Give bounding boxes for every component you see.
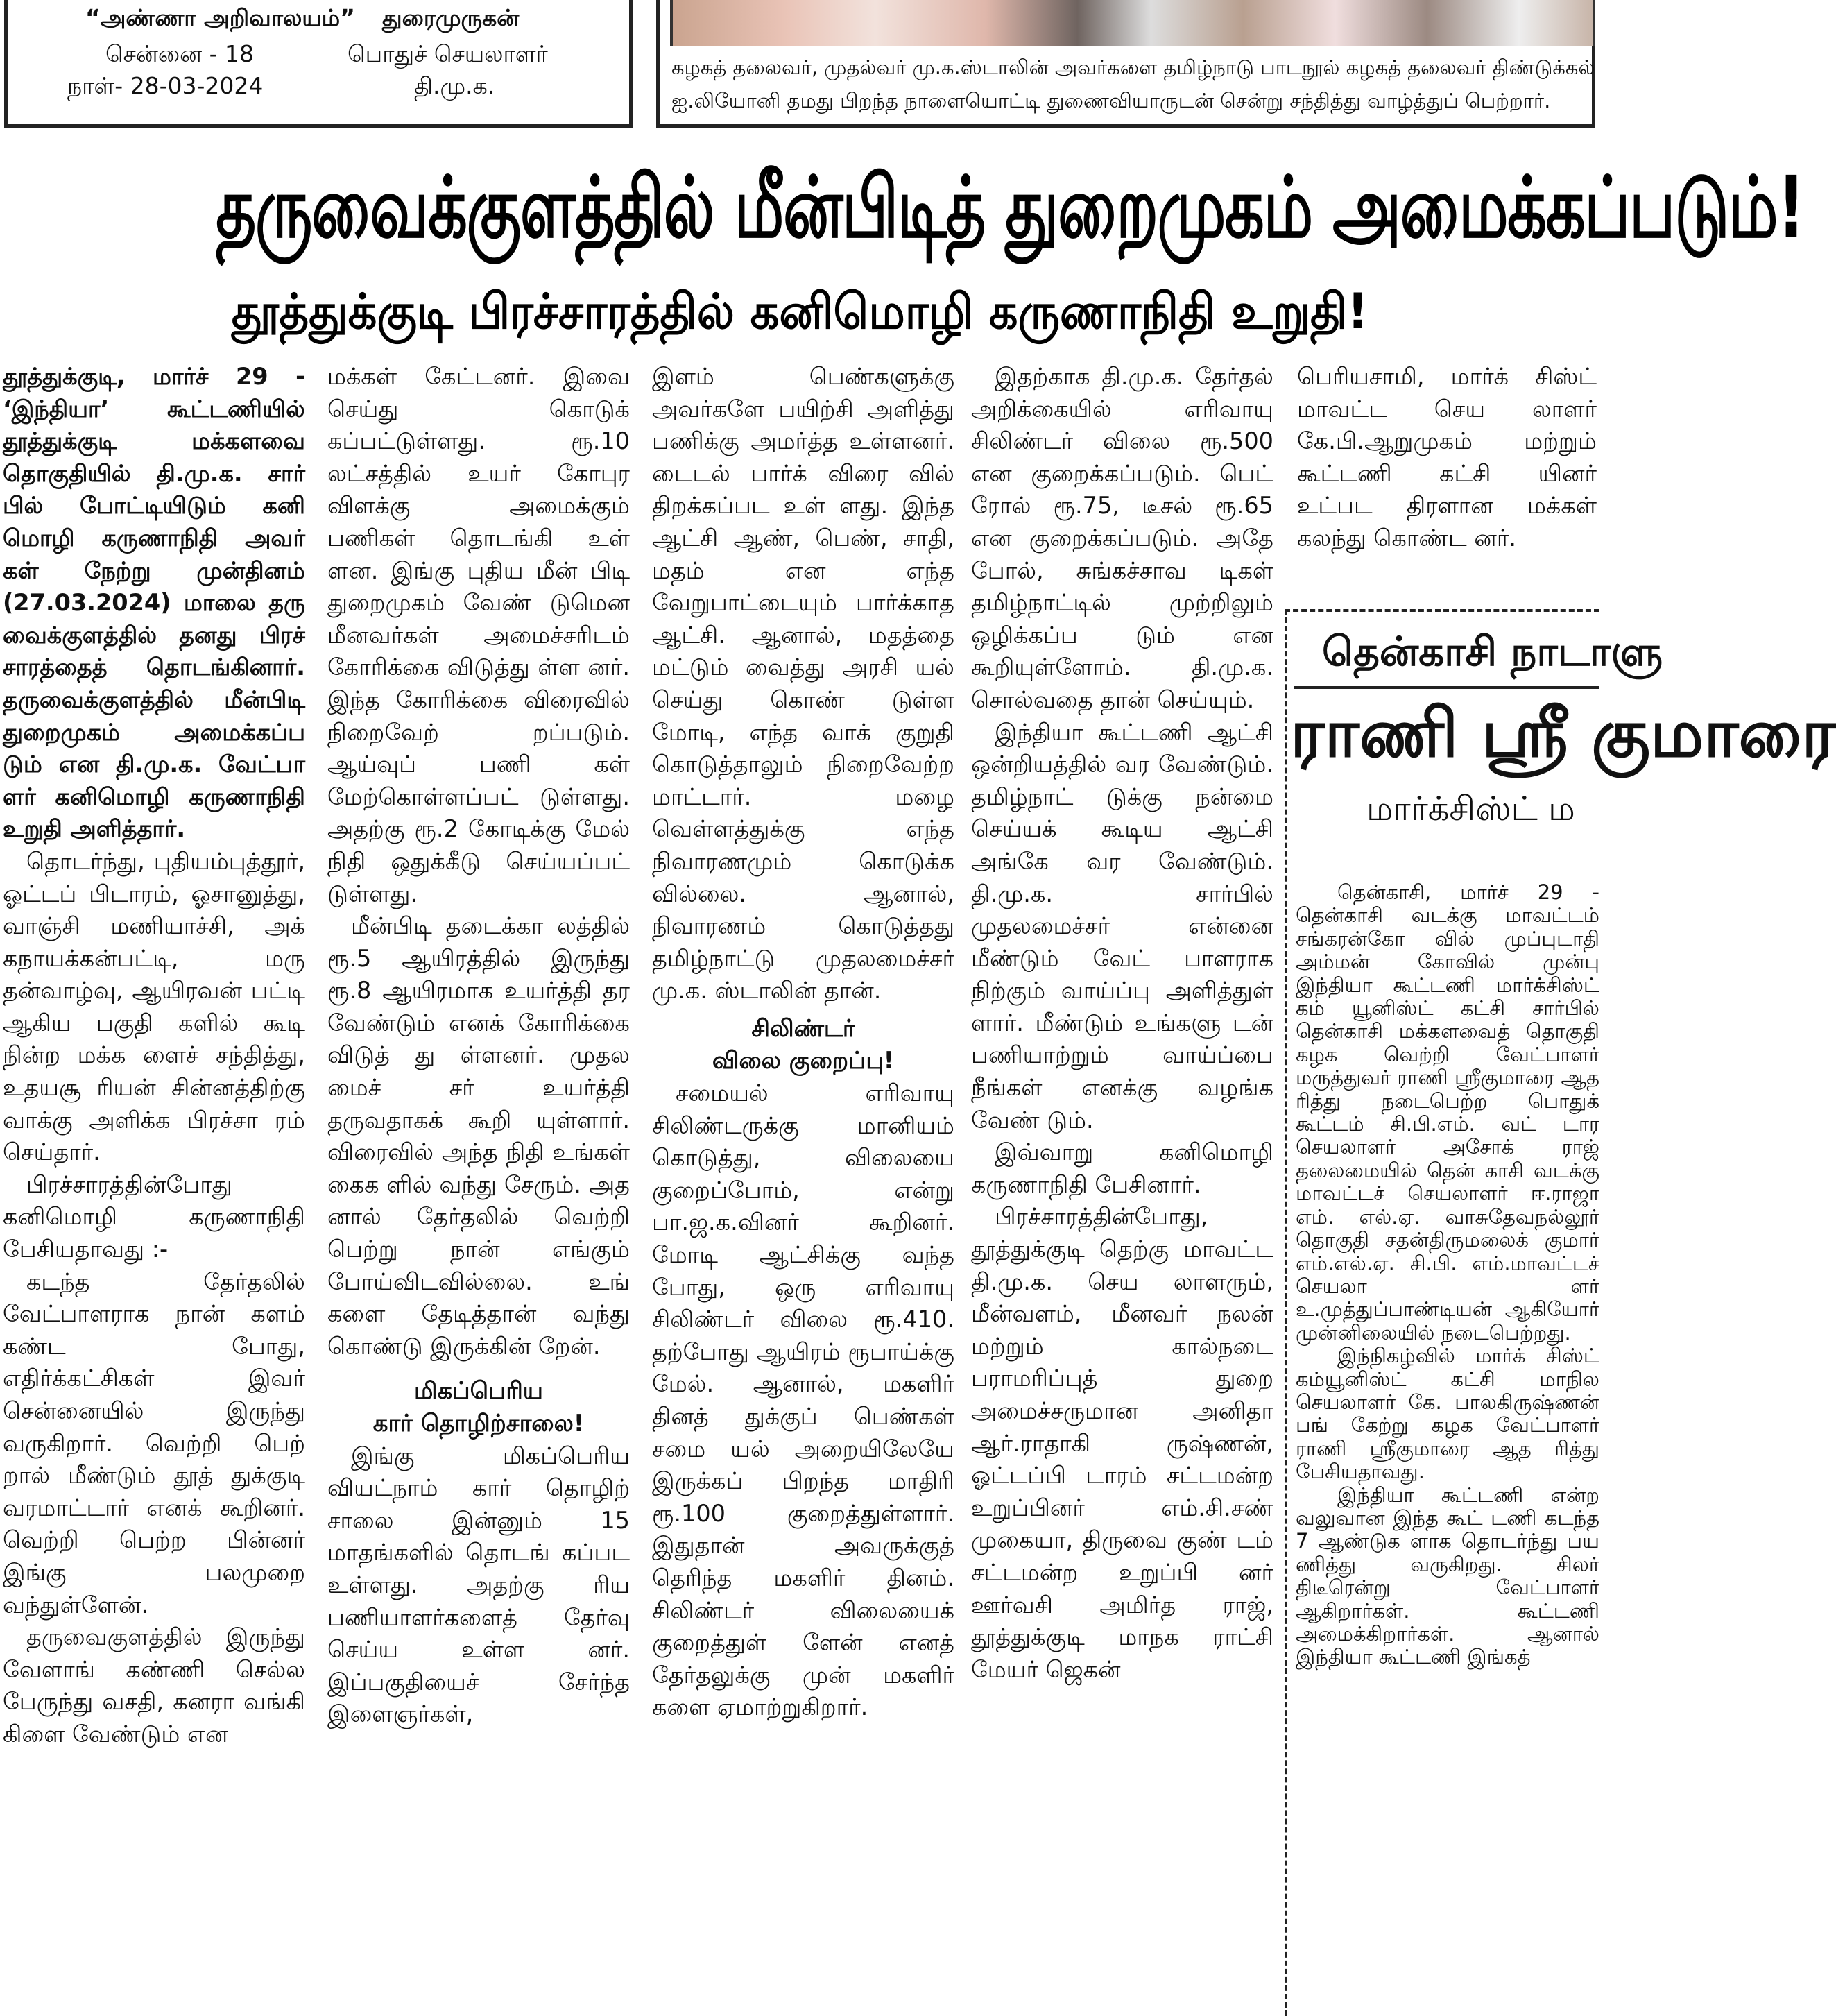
sidebar-kicker: தென்காசி நாடாளு (1322, 628, 1663, 675)
sidebar-subheadline: மார்க்சிஸ்ட் ம (1366, 789, 1575, 828)
main-headline: தருவைக்குளத்தில் மீன்பிடித் துறைமுகம் அமைக்கப்படும்! (216, 158, 1805, 257)
article-paragraph: பெரியசாமி, மார்க் சிஸ்ட் மாவட்ட செய லாளர் கே.பி.ஆறுமுகம் மற்றும் கூட்டணி கட்சி யினர் உட்பட திரளான மக்கள் கலந்து கொண்ட னர். (1297, 363, 1597, 552)
article-paragraph: இதற்காக தி.மு.க. தேர்தல் அறிக்கையில் எரிவாயு சிலிண்டர் விலை ரூ.500 என குறைக்கப்படும். பெட் ரோல் ரூ.75, டீசல் ரூ.65 என குறைக்கப்படும். அதே போல், சுங்கச்சாவ டிகள் தமிழ்நாட்டில் முற்றிலும் ஒழிக்கப்ப டும் என கூறியுள்ளோம். தி.மு.க. சொல்வதை தான் செய்யும். (971, 363, 1273, 713)
article-paragraph: கடந்த தேர்தலில் வேட்பாளராக நான் களம் கண்ட போது, எதிர்க்கட்சிகள் இவர் சென்னையில் இருந்து வருகிறார். வெற்றி பெற் றால் மீண்டும் தூத் துக்குடி வரமாட்டார் எனக் கூறினர். வெற்றி பெற்ற பின்னர் இங்கு பலமுறை வந்துள்ளேன். (3, 1267, 305, 1618)
notice-name: துரைமுருகன் (382, 4, 520, 31)
article-paragraph: தருவைகுளத்தில் இருந்து வேளாங் கண்ணி செல்ல பேருந்து வசதி, கனரா வங்கி கிளை வேண்டும் என (3, 1623, 305, 1748)
article-column-1 (3, 361, 305, 1751)
notice-box (4, 0, 633, 128)
sidebar-headline: ராணி ஸ்ரீ குமாரை (1290, 694, 1836, 772)
article-paragraph: இந்தியா கூட்டணி ஆட்சி ஒன்றியத்தில் வர வேண்டும். தமிழ்நாட் டுக்கு நன்மை செய்யக் கூடிய ஆட்சி அங்கே வர வேண்டும். தி.மு.க. சார்பில் முதலமைச்சர் என்னை மீண்டும் வேட் பாளராக நிற்கும் வாய்ப்பு அளித்துள் ளார். மீண்டும் உங்களு டன் பணியாற்றும் வாய்ப்பை நீங்கள் எனக்கு வழங்க வேண் டும். (971, 718, 1273, 1134)
article-paragraph: பிரச்சாரத்தின்போது கனிமொழி கருணாநிதி பேசியதாவது :- (3, 1170, 305, 1263)
article-column-2 (327, 361, 630, 1731)
photo-caption-line2: ஐ.லியோனி தமது பிறந்த நாளையொட்டி துணைவியாருடன் சென்று சந்தித்து வாழ்த்துப் பெற்றார். (671, 89, 1551, 112)
article-column-4 (971, 361, 1273, 1686)
article-paragraph: இளம் பெண்களுக்கு அவர்களே பயிற்சி அளித்து பணிக்கு அமர்த்த உள்ளனர். டைடல் பார்க் விரை வில் திறக்கப்பட உள் ளது. இந்த ஆட்சி ஆண், பெண், சாதி, மதம் என எந்த வேறுபாட்டையும் பார்க்காத ஆட்சி. ஆனால், மதத்தை மட்டும் வைத்து அரசி யல் செய்து கொண் டுள்ள மோடி, எந்த வாக் குறுதி கொடுத்தாலும் நிறைவேற்ற மாட்டார். மழை வெள்ளத்துக்கு எந்த நிவாரணமும் கொடுக்க வில்லை. ஆனால், நிவாரணம் கொடுத்தது தமிழ்நாட்டு முதலமைச்சர் மு.க. ஸ்டாலின் தான். (652, 363, 954, 1005)
article-lead: தூத்துக்குடி, மார்ச் 29 - ‘இந்தியா’ கூட்டணியில் தூத்துக்குடி மக்களவை தொகுதியில் தி.மு.க. சார் பில் போட்டியிடும் கனி மொழி கருணாநிதி அவர் கள் நேற்று முன்தினம் (27.03.2024) மாலை தரு வைக்குளத்தில் தனது பிரச் சாரத்தைத் தொடங்கினார். தருவைக்குளத்தில் மீன்பிடி துறைமுகம் அமைக்கப்ப டும் என தி.மு.க. வேட்பா ளர் கனிமொழி கருணாநிதி உறுதி அளித்தார். (3, 363, 305, 843)
sidebar-paragraph: தென்காசி, மார்ச் 29 - தென்காசி வடக்கு மாவட்டம் சங்கரன்கோ வில் முப்புடாதி அம்மன் கோவில் முன்பு இந்தியா கூட்டணி மார்க்சிஸ்ட் கம் யூனிஸ்ட் கட்சி சார்பில் தென்காசி மக்களவைத் தொகுதி கழக வெற்றி வேட்பாளர் மருத்துவர் ராணி ஸ்ரீகுமாரை ஆத ரித்து நடைபெற்ற பொதுக் கூட்டம் சி.பி.எம். வட் டார செயலாளர் அசோக் ராஜ் தலைமையில் தென் காசி வடக்கு மாவட்டச் செயலாளர் ஈ.ராஜா எம். எல்.ஏ. வாசுதேவநல்லூர் தொகுதி சதன்திருமலைக் குமார் எம்.எல்.ஏ. சி.பி. எம்.மாவட்டச் செயலா ளர் உ.முத்துப்பாண்டியன் ஆகியோர் முன்னிலையில் நடைபெற்றது. (1296, 880, 1599, 1344)
sidebar-story-body (1296, 881, 1599, 2016)
article-paragraph: இவ்வாறு கனிமொழி கருணாநிதி பேசினார். (971, 1138, 1273, 1198)
notice-party: தி.மு.க. (414, 72, 495, 99)
sidebar-paragraph: இந்தியா கூட்டணி என்ற வலுவான இந்த கூட் டணி கடந்த 7 ஆண்டுக ளாக தொடர்ந்து பய ணித்து வருகிறது. சிலர் திடீரென்று வேட்பாளர் ஆகிறார்கள். கூட்டணி அமைக்கிறார்கள். ஆனால் இந்தியா கூட்டணி இங்கத் (1296, 1483, 1599, 1669)
article-paragraph: தொடர்ந்து, புதியம்புத்தூர், ஓட்டப் பிடாரம், ஓசானுத்து, வாஞ்சி மணியாச்சி, அக் கநாயக்கன்பட்டி, மரு தன்வாழ்வு, ஆயிரவன் பட்டி ஆகிய பகுதி களில் கூடி நின்ற மக்க ளைச் சந்தித்து, உதயசூ ரியன் சின்னத்திற்கு வாக்கு அளிக்க பிரச்சா ரம் செய்தார். (3, 847, 305, 1166)
article-paragraph: பிரச்சாரத்தின்போது, தூத்துக்குடி தெற்கு மாவட்ட தி.மு.க. செய லாளரும், மீன்வளம், மீனவர் நலன் மற்றும் கால்நடை பராமரிப்புத் துறை அமைச்சருமான அனிதா ஆர்.ராதாகி ருஷ்ணன், ஓட்டப்பி டாரம் சட்டமன்ற உறுப்பினர் எம்.சி.சண் முகையா, திருவை குண் டம் சட்டமன்ற உறுப்பி னர் ஊர்வசி அமிர்த ராஜ், தூத்துக்குடி மாநக ராட்சி மேயர் ஜெகன் (971, 1203, 1273, 1683)
sidebar-rule (1294, 686, 1599, 689)
article-paragraph: சமையல் எரிவாயு சிலிண்டருக்கு மானியம் கொடுத்து, விலையை குறைப்போம், என்று பா.ஜ.க.வினர் கூறினர். மோடி ஆட்சிக்கு வந்த போது, ஒரு எரிவாயு சிலிண்டர் விலை ரூ.410. தற்போது ஆயிரம் ரூபாய்க்கு மேல். ஆனால், மகளிர் தினத் துக்குப் பெண்கள் சமை யல் அறையிலேயே இருக்கப் பிறந்த மாதிரி ரூ.100 குறைத்துள்ளார். இதுதான் அவருக்குத் தெரிந்த மகளிர் தினம். சிலிண்டர் விலையைக் குறைத்துள் ளேன் எனத் தேர்தலுக்கு முன் மகளிர் களை ஏமாற்றுகிறார். (652, 1079, 954, 1721)
notice-place: “அண்ணா அறிவாலயம்” (85, 4, 355, 31)
article-column-5 (1297, 361, 1597, 555)
section-subheading: கார் தொழிற்சாலை! (372, 1410, 585, 1437)
notice-city: சென்னை - 18 (105, 40, 255, 67)
notice-date: நாள்- 28-03-2024 (67, 72, 264, 99)
sub-headline: தூத்துக்குடி பிரச்சாரத்தில் கனிமொழி கருணாநிதி உறுதி! (231, 283, 1369, 340)
section-subheading: சிலிண்டர் (751, 1014, 855, 1043)
sidebar-story-header (1290, 628, 1836, 832)
article-paragraph: மீன்பிடி தடைக்கா லத்தில் ரூ.5 ஆயிரத்தில் இருந்து ரூ.8 ஆயிரமாக உயர்த்தி தர வேண்டும் எனக் கோரிக்கை விடுத் து ள்ளனர். முதல மைச் சர் உயர்த்தி தருவதாகக் கூறி யுள்ளார். விரைவில் அந்த நிதி உங்கள் கைக ளில் வந்து சேரும். அத னால் தேர்தலில் வெற்றி பெற்று நான் எங்கும் போய்விடவில்லை. உங் களை தேடித்தான் வந்து கொண்டு இருக்கின் றேன். (327, 912, 630, 1360)
article-column-3 (652, 361, 954, 1724)
news-photo (670, 0, 1595, 46)
article-paragraph: இங்கு மிகப்பெரிய வியட்நாம் கார் தொழிற் சாலை இன்னும் 15 மாதங்களில் தொடங் கப்பட உள்ளது. அதற்கு ரிய பணியாளர்களைத் தேர்வு செய்ய உள்ள னர். இப்பகுதியைச் சேர்ந்த இளைஞர்கள், (327, 1442, 630, 1728)
section-subheading: விலை குறைப்பு! (712, 1047, 895, 1075)
photo-caption-line1: கழகத் தலைவர், முதல்வர் மு.க.ஸ்டாலின் அவர்களை தமிழ்நாடு பாடநூல் கழகத் தலைவர் திண்டுக்கல் (671, 55, 1595, 79)
sidebar-divider-vertical (1285, 609, 1287, 2016)
sidebar-divider-horizontal (1285, 609, 1599, 612)
section-subheading: மிகப்பெரிய (414, 1377, 543, 1406)
sidebar-paragraph: இந்நிகழ்வில் மார்க் சிஸ்ட் கம்யூனிஸ்ட் கட்சி மாநில செயலாளர் கே. பாலகிருஷ்ணன் பங் கேற்று கழக வேட்பாளர் ராணி ஸ்ரீகுமாரை ஆத ரித்து பேசியதாவது. (1296, 1344, 1599, 1484)
notice-role: பொதுச் செயலாளர் (348, 40, 548, 67)
article-paragraph: மக்கள் கேட்டனர். இவை செய்து கொடுக் கப்பட்டுள்ளது. ரூ.10 லட்சத்தில் உயர் கோபுர விளக்கு அமைக்கும் பணிகள் தொடங்கி உள் ளன. இங்கு புதிய மீன் பிடி துறைமுகம் வேண் டுமென மீனவர்கள் அமைச்சரிடம் கோரிக்கை விடுத்து ள்ள னர். இந்த கோரிக்கை விரைவில் நிறைவேற் றப்படும். ஆய்வுப் பணி கள் மேற்கொள்ளப்பட் டுள்ளது. அதற்கு ரூ.2 கோடிக்கு மேல் நிதி ஒதுக்கீடு செய்யப்பட் டுள்ளது. (327, 363, 630, 907)
